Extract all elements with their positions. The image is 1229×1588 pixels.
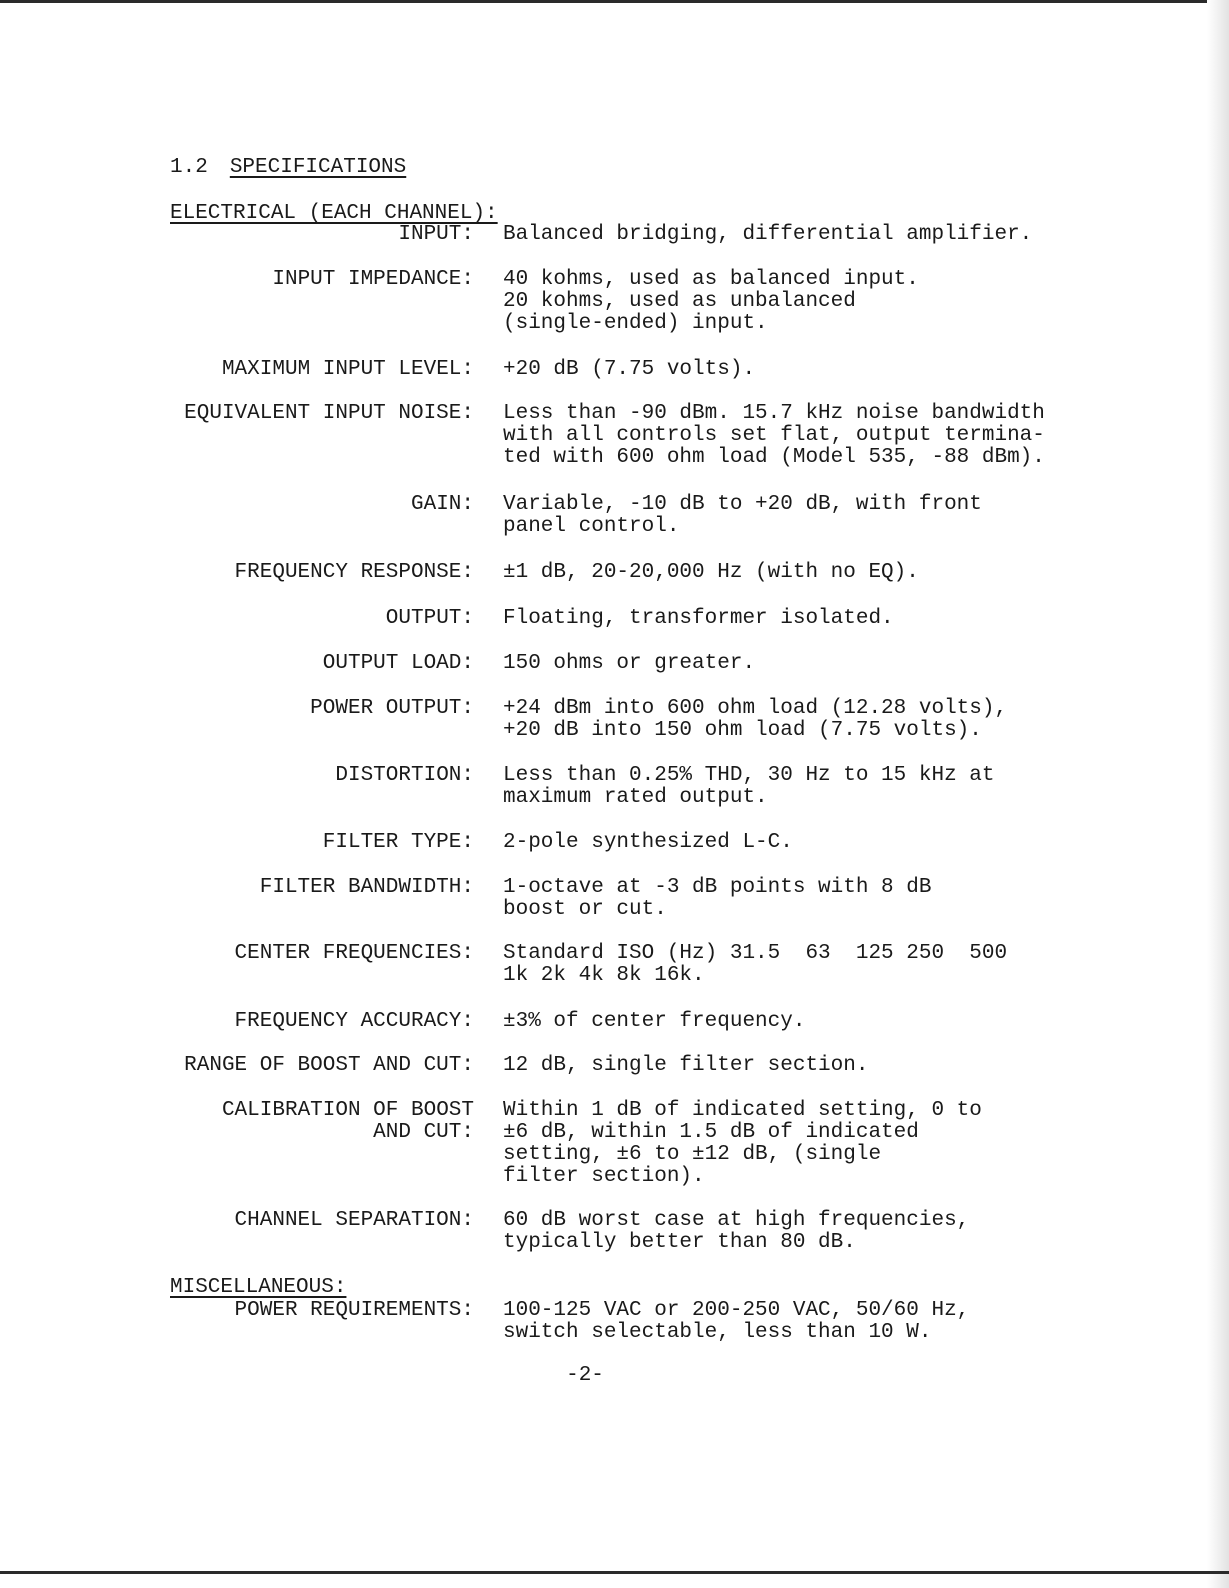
spec-label: MAXIMUM INPUT LEVEL:: [221, 358, 474, 381]
spec-value: [503, 1300, 1103, 1344]
spec-value-line: panel control.: [503, 515, 680, 538]
spec-value: [503, 1055, 1103, 1077]
spec-value: [503, 877, 1103, 921]
spec-value: [503, 224, 1103, 246]
spec-value: [503, 698, 1103, 742]
spec-label: FREQUENCY ACCURACY:: [234, 1010, 474, 1033]
spec-label: POWER OUTPUT:: [310, 697, 474, 720]
spec-value: [503, 1100, 1103, 1188]
spec-value-line: ±1 dB, 20-20,000 Hz (with no EQ).: [503, 561, 919, 584]
spec-value-line: Balanced bridging, differential amplifier.: [503, 223, 1033, 246]
spec-label: CHANNEL SEPARATION:: [234, 1209, 474, 1232]
spec-label: RANGE OF BOOST AND CUT:: [184, 1054, 474, 1077]
spec-value-line: switch selectable, less than 10 W.: [503, 1321, 932, 1344]
spec-value: [503, 403, 1103, 469]
spec-label: CALIBRATION OF BOOST AND CUT:: [221, 1099, 474, 1144]
spec-value-line: 2-pole synthesized L-C.: [503, 831, 793, 854]
spec-label: INPUT:: [398, 223, 474, 246]
spec-value-line: (single-ended) input.: [503, 312, 768, 335]
scan-edge-right: [1207, 0, 1229, 1588]
spec-value: [503, 943, 1103, 987]
spec-value-line: +20 dB (7.75 volts).: [503, 358, 756, 381]
spec-value-line: Within 1 dB of indicated setting, 0 to: [503, 1099, 982, 1122]
spec-value-line: 1k 2k 4k 8k 16k.: [503, 964, 705, 987]
spec-value-line: with all controls set flat, output termina-: [503, 424, 1045, 447]
spec-label: FILTER BANDWIDTH:: [259, 876, 474, 899]
spec-label: GAIN:: [410, 493, 474, 516]
spec-value-line: Floating, transformer isolated.: [503, 607, 894, 630]
spec-value-line: 1-octave at -3 dB points with 8 dB: [503, 876, 932, 899]
section-heading: [170, 157, 406, 179]
spec-value-line: +20 dB into 150 ohm load (7.75 volts).: [503, 719, 982, 742]
spec-label: EQUIVALENT INPUT NOISE:: [184, 402, 474, 425]
spec-value: [503, 562, 1103, 584]
spec-value: [503, 359, 1103, 381]
spec-value-line: maximum rated output.: [503, 786, 768, 809]
spec-value-line: ted with 600 ohm load (Model 535, -88 dBm).: [503, 446, 1045, 469]
spec-value-line: 150 ohms or greater.: [503, 652, 756, 675]
section-number: 1.2: [170, 156, 208, 179]
spec-value: [503, 494, 1103, 538]
group-label-electrical: ELECTRICAL (EACH CHANNEL):: [170, 202, 498, 225]
spec-label: FREQUENCY RESPONSE:: [234, 561, 474, 584]
spec-label: OUTPUT LOAD:: [322, 652, 474, 675]
spec-label: INPUT IMPEDANCE:: [272, 268, 474, 291]
spec-value: [503, 832, 1103, 854]
spec-value-line: boost or cut.: [503, 898, 667, 921]
spec-label: DISTORTION:: [335, 764, 474, 787]
spec-value: [503, 1210, 1103, 1254]
spec-label: OUTPUT:: [385, 607, 474, 630]
spec-label: FILTER TYPE:: [322, 831, 474, 854]
spec-value: [503, 269, 1103, 335]
spec-value-line: Standard ISO (Hz) 31.5 63 125 250 500: [503, 942, 1008, 965]
spec-value-line: Less than -90 dBm. 15.7 kHz noise bandwidth: [503, 402, 1045, 425]
spec-value-line: ±6 dB, within 1.5 dB of indicated: [503, 1121, 919, 1144]
scan-edge-bottom: [0, 1571, 1229, 1574]
spec-value-line: filter section).: [503, 1165, 705, 1188]
spec-value-line: setting, ±6 to ±12 dB, (single: [503, 1143, 882, 1166]
spec-value-line: 20 kohms, used as unbalanced: [503, 290, 856, 313]
spec-value-line: 60 dB worst case at high frequencies,: [503, 1209, 970, 1232]
group-label-miscellaneous: MISCELLANEOUS:: [170, 1276, 347, 1299]
spec-value-line: Less than 0.25% THD, 30 Hz to 15 kHz at: [503, 764, 995, 787]
spec-value: [503, 765, 1103, 809]
spec-value: [503, 653, 1103, 675]
spec-value-line: ±3% of center frequency.: [503, 1010, 806, 1033]
spec-label: CENTER FREQUENCIES:: [234, 942, 474, 965]
spec-value-line: 12 dB, single filter section.: [503, 1054, 869, 1077]
spec-value: [503, 1011, 1103, 1033]
section-title: SPECIFICATIONS: [229, 156, 407, 179]
spec-value-line: +24 dBm into 600 ohm load (12.28 volts),: [503, 697, 1008, 720]
spec-label: POWER REQUIREMENTS:: [234, 1299, 474, 1322]
spec-value-line: 100-125 VAC or 200-250 VAC, 50/60 Hz,: [503, 1299, 970, 1322]
spec-value-line: Variable, -10 dB to +20 dB, with front: [503, 493, 982, 516]
spec-value: [503, 608, 1103, 630]
spec-value-line: typically better than 80 dB.: [503, 1231, 856, 1254]
spec-value-line: 40 kohms, used as balanced input.: [503, 268, 919, 291]
page-number: -2-: [566, 1364, 604, 1387]
scan-edge-top: [0, 0, 1229, 3]
